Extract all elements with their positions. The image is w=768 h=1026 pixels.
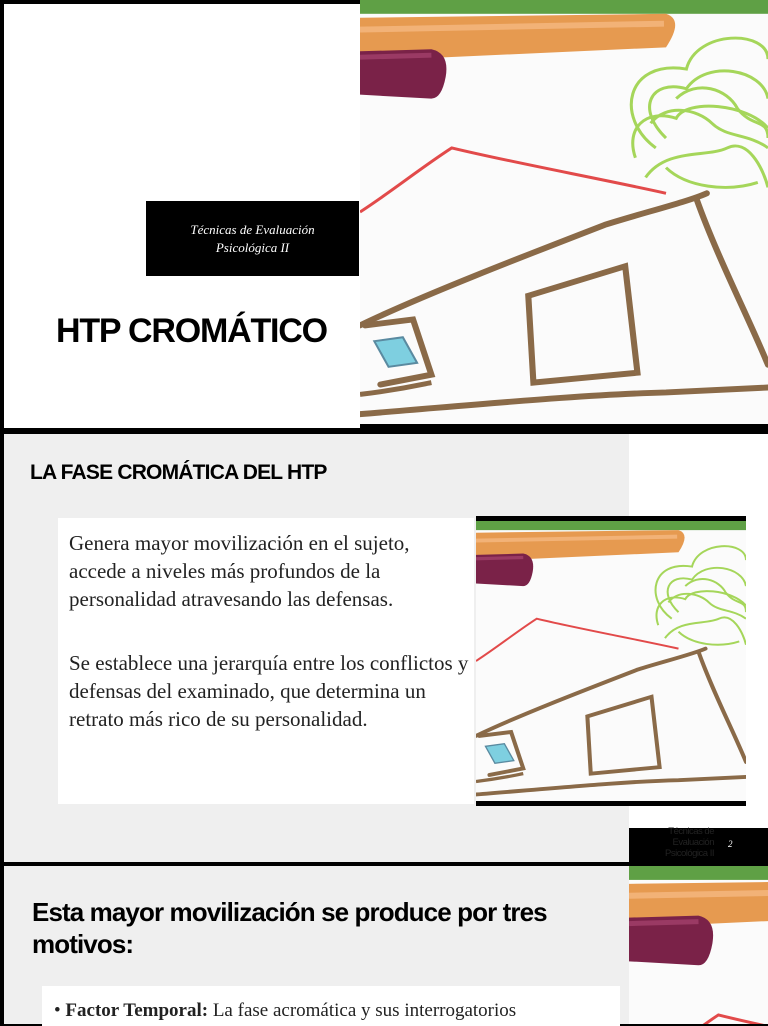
slide2-paragraph-1: Genera mayor movilización en el sujeto, accede a niveles más profundos de la personalidad atravesando las defensas.: [69, 531, 410, 611]
slide1-bottom-border: [4, 428, 360, 432]
course-label-line1: Técnicas de Evaluación: [190, 221, 315, 237]
bullet-label: Factor Temporal:: [65, 1000, 209, 1021]
house-drawing-image: [476, 516, 746, 806]
slide2-paragraph-2: Se establece una jerarquía entre los conflictos y defensas del examinado, que determina un retrato más rico de su personalidad.: [69, 651, 469, 731]
slide3-title: Esta mayor movilización se produce por tres motivos:: [32, 897, 547, 959]
page-number: 2: [720, 832, 768, 857]
footer-course-line2: Evaluación: [672, 837, 714, 848]
footer-course-line1: Técnicas de: [668, 826, 714, 837]
slide1-title: HTP CROMÁTICO: [56, 312, 327, 350]
bullet-marker: •: [54, 1000, 61, 1021]
footer-course-label: [648, 826, 714, 859]
footer-course-line3: Psicológica II: [665, 848, 714, 859]
house-drawing-image: [360, 0, 768, 424]
house-drawing-image: [629, 866, 768, 1024]
course-label-line2: Psicológica II: [215, 239, 290, 255]
bullet-text: La fase acromática y sus interrogatorios: [212, 1000, 517, 1021]
slide2-title: LA FASE CROMÁTICA DEL HTP: [30, 461, 327, 484]
slide3-bullet-item: [54, 1000, 516, 1022]
course-label-box: [146, 201, 359, 276]
